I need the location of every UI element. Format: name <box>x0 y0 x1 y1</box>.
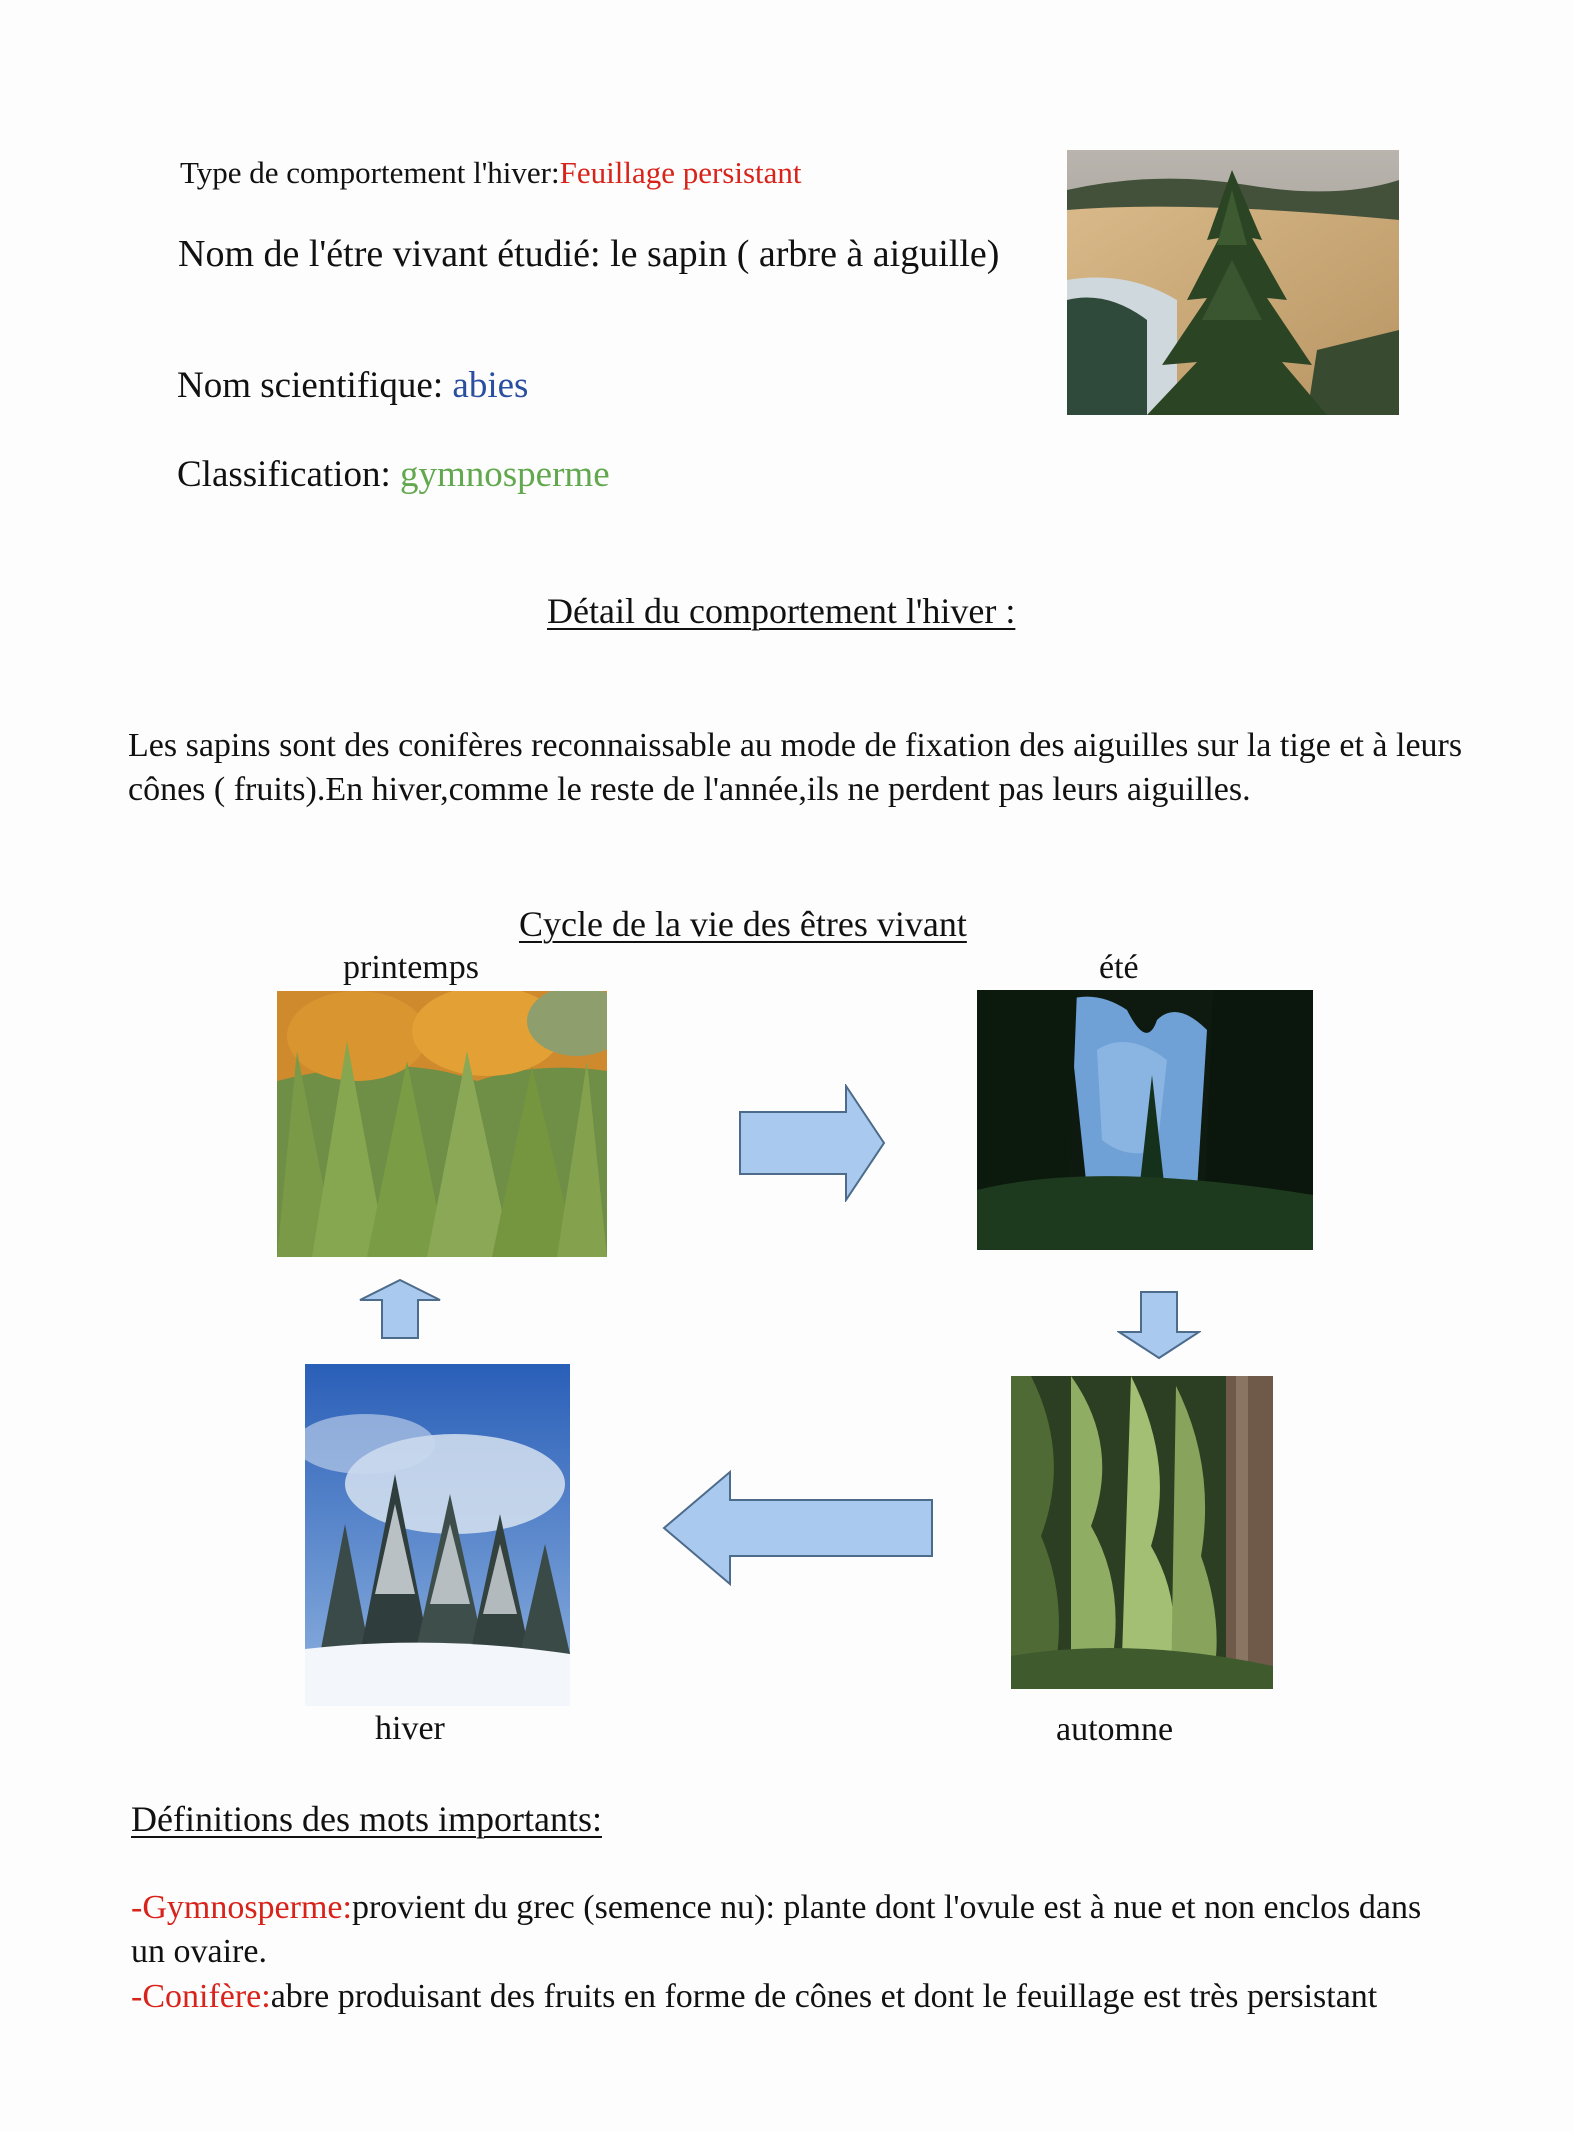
arrow-down-icon <box>1117 1290 1201 1360</box>
autumn-label: automne <box>1056 1711 1174 1748</box>
classification-label: Classification: <box>177 454 400 495</box>
term-conifere: -Conifère: <box>131 1978 271 2015</box>
classification-line <box>177 453 610 496</box>
scientific-name-line <box>177 364 528 407</box>
term-gymnosperme: -Gymnosperme: <box>131 1889 352 1926</box>
behavior-label: Type de comportement l'hiver: <box>180 155 560 190</box>
winter-forest-photo <box>305 1364 570 1706</box>
definition-gymnosperme <box>131 1886 1461 1974</box>
arrow-right-icon <box>738 1084 886 1202</box>
spring-forest-photo <box>277 991 607 1257</box>
spring-label: printemps <box>343 949 479 986</box>
behavior-value: Feuillage persistant <box>559 155 802 190</box>
autumn-fir-branches-photo <box>1011 1376 1273 1689</box>
summer-forest-photo <box>977 990 1313 1250</box>
cycle-title: Cycle de la vie des êtres vivant <box>519 904 967 944</box>
scientific-name-label: Nom scientifique: <box>177 365 453 406</box>
def-gymnosperme: provient du grec (semence nu): plante dont l'ovule est à nue et non enclos dans un ovaire. <box>131 1889 1422 1970</box>
winter-label: hiver <box>375 1710 445 1747</box>
summer-label: été <box>1099 949 1139 986</box>
detail-title: Détail du comportement l'hiver : <box>547 591 1016 631</box>
scientific-name-value: abies <box>452 365 529 406</box>
definitions-title: Définitions des mots importants: <box>131 1799 602 1839</box>
arrow-up-icon <box>358 1278 442 1340</box>
def-conifere: abre produisant des fruits en forme de cônes et dont le feuillage est très persistant <box>270 1978 1378 2015</box>
fir-tree-photo <box>1067 150 1399 415</box>
arrow-left-icon <box>662 1470 934 1586</box>
definition-conifere <box>131 1975 1431 2019</box>
detail-paragraph: Les sapins sont des conifères reconnaissable au mode de fixation des aiguilles sur la tige et à leurs cônes ( fruits).En hiver,comme le reste de l'année,ils ne perdent pas leurs aiguilles. <box>128 727 1463 808</box>
classification-value: gymnosperme <box>400 454 610 495</box>
name-line: Nom de l'étre vivant étudié: le sapin ( arbre à aiguille) <box>178 233 1000 275</box>
behavior-line <box>180 155 802 191</box>
